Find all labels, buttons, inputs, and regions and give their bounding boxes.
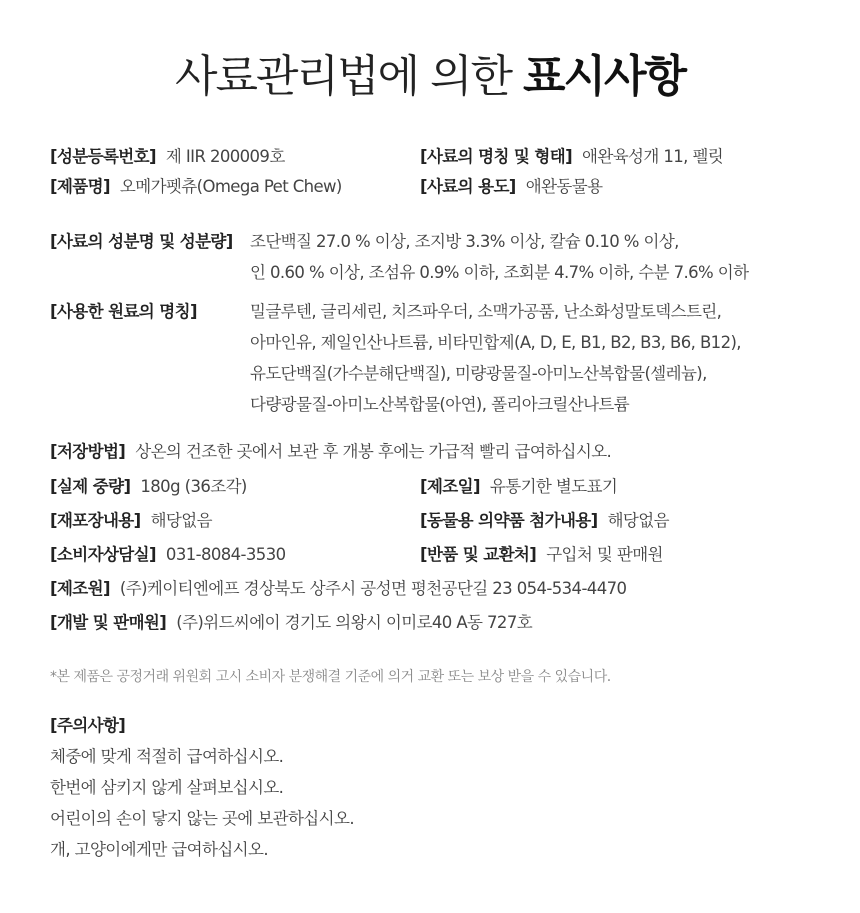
- return-row: [420, 543, 663, 567]
- caution-line: 어린이의 손이 닿지 않는 곳에 보관하십시오.: [50, 809, 354, 828]
- seller-row: [50, 611, 532, 635]
- consumer-row: [50, 543, 286, 567]
- consumer-label: [소비자상담실]: [50, 545, 156, 564]
- ingredients-lines: [250, 296, 741, 420]
- reg-no-label: [성분등록번호]: [50, 147, 156, 166]
- seller-value: (주)위드씨에이 경기도 의왕시 이미로40 A동 727호: [176, 613, 533, 632]
- composition-line: 조단백질 27.0 % 이상, 조지방 3.3% 이상, 칼슘 0.10 % 이상,: [250, 232, 679, 251]
- maker-row: [50, 577, 626, 601]
- composition-label: [사료의 성분명 및 성분량]: [50, 232, 233, 251]
- ingredients-line: 아마인유, 제일인산나트륨, 비타민합제(A, D, E, B1, B2, B3, B6, B12),: [250, 333, 741, 352]
- storage-value: 상온의 건조한 곳에서 보관 후 개봉 후에는 가급적 빨리 급여하십시오.: [135, 442, 612, 461]
- maker-value: (주)케이티엔에프 경상북도 상주시 공성면 평천공단길 23 054-534-4470: [119, 579, 627, 598]
- name-type-label: [사료의 명칭 및 형태]: [420, 147, 573, 166]
- drug-label: [동물용 의약품 첨가내용]: [420, 511, 598, 530]
- product-label: [제품명]: [50, 177, 110, 196]
- caution-line: 한번에 삼키지 않게 살펴보십시오.: [50, 778, 284, 797]
- name-type-value: 애완육성개 11, 펠릿: [582, 147, 724, 166]
- drug-row: [420, 509, 669, 533]
- mfg-date-label: [제조일]: [420, 477, 480, 496]
- caution-block: [50, 710, 354, 865]
- storage-label: [저장방법]: [50, 442, 126, 461]
- title-light: 사료관리법에 의한: [174, 51, 511, 102]
- repack-value: 해당없음: [150, 511, 212, 530]
- notice-text: *본 제품은 공정거래 위원회 고시 소비자 분쟁해결 기준에 의거 교환 또는 보상 받을 수 있습니다.: [50, 669, 611, 685]
- ingredients-line: 밀글루텐, 글리세린, 치즈파우더, 소맥가공품, 난소화성말토덱스트린,: [250, 302, 722, 321]
- repack-label: [재포장내용]: [50, 511, 141, 530]
- consumer-value: 031-8084-3530: [165, 545, 286, 564]
- repack-row: [50, 509, 212, 533]
- ingredients-label: [사용한 원료의 명칭]: [50, 302, 197, 321]
- reg-no-row: [50, 145, 285, 169]
- page-title: [0, 40, 860, 104]
- maker-label: [제조원]: [50, 579, 110, 598]
- caution-line: 개, 고양이에게만 급여하십시오.: [50, 840, 268, 859]
- return-label: [반품 및 교환처]: [420, 545, 537, 564]
- reg-no-value: 제 IIR 200009호: [165, 147, 285, 166]
- ingredients-line: 유도단백질(가수분해단백질), 미량광물질-아미노산복합물(셀레늄),: [250, 364, 707, 383]
- name-type-row: [420, 145, 723, 169]
- title-bold: 표시사항: [523, 51, 686, 102]
- use-value: 애완동물용: [525, 177, 603, 196]
- use-label: [사료의 용도]: [420, 177, 516, 196]
- weight-label: [실제 중량]: [50, 477, 131, 496]
- product-value: 오메가펫츄(Omega Pet Chew): [119, 177, 342, 196]
- mfg-date-value: 유통기한 별도표기: [489, 477, 618, 496]
- caution-label: [주의사항]: [50, 716, 126, 735]
- return-value: 구입처 및 판매원: [546, 545, 663, 564]
- product-row: [50, 175, 342, 199]
- caution-line: 체중에 맞게 적절히 급여하십시오.: [50, 747, 284, 766]
- mfg-date-row: [420, 475, 617, 499]
- storage-row: [50, 440, 611, 464]
- ingredients-line: 다량광물질-아미노산복합물(아연), 폴리아크릴산나트륨: [250, 395, 630, 414]
- drug-value: 해당없음: [607, 511, 669, 530]
- weight-value: 180g (36조각): [140, 477, 247, 496]
- composition-line: 인 0.60 % 이상, 조섬유 0.9% 이하, 조회분 4.7% 이하, 수분 7.6% 이하: [250, 263, 749, 282]
- seller-label: [개발 및 판매원]: [50, 613, 167, 632]
- weight-row: [50, 475, 247, 499]
- composition-lines: [250, 226, 748, 288]
- use-row: [420, 175, 602, 199]
